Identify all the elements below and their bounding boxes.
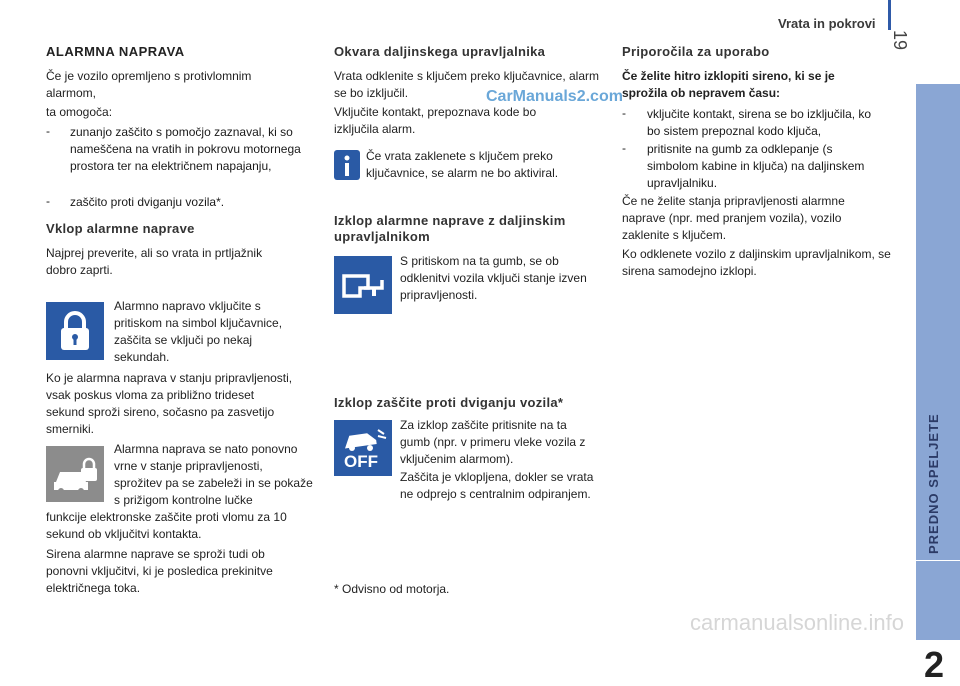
heading-izklop: Izklop alarmne naprave z daljinskim upravljalnikom: [334, 213, 566, 244]
info-note: Če vrata zaklenete s ključem preko ključavnice, se alarm ne bo aktiviral.: [366, 149, 559, 180]
header-accent-bar: [888, 0, 891, 30]
paragraph: Alarmna naprava se nato ponovno vrne v stanje pripravljenosti, sprožitev pa se zabeleži in se pokaže s prižigom kontrolne lučke: [114, 442, 313, 507]
intro-text: Če je vozilo opremljeno s protivlomnim alarmom,: [46, 69, 252, 100]
paragraph: Sirena alarmne naprave se sproži tudi ob ponovni vključitvi, ki je posledica prekinitve električnega toka.: [46, 547, 273, 595]
paragraph: Ko je alarmna naprava v stanju pripravljenosti, vsak poskus vloma za približno trideset sekund sproži sireno, sočasno pa zasvetijo smerniki.: [46, 371, 293, 436]
bullet-dash: -: [46, 124, 50, 138]
heading-okvara: Okvara daljinskega upravljalnika: [334, 44, 546, 59]
paragraph: funkcije elektronske zaščite proti vlomu za 10 sekund ob vključitvi kontakta.: [46, 510, 287, 541]
info-icon: [334, 148, 360, 182]
tilt-sensor-off-icon: [334, 420, 392, 476]
intro-text-2: ta omogoča:: [46, 105, 113, 119]
paragraph: Vrata odklenite s ključem preko ključavnice, alarm se bo izključil.: [334, 69, 600, 100]
list-item: vključite kontakt, sirena se bo izključila, ko bo sistem prepoznal kodo ključa,: [647, 107, 872, 138]
watermark-top: CarManuals2.com: [486, 88, 623, 105]
paragraph: Alarmno napravo vključite s pritiskom na simbol ključavnice, zaščita se vključi po nekaj sekundah.: [114, 299, 283, 364]
sidebar-divider: [916, 560, 960, 561]
heading-vklop: Vklop alarmne naprave: [46, 221, 195, 236]
paragraph: Če ne želite stanja pripravljenosti alarmne naprave (npr. med pranjem vozila), vozilo zaklenite s ključem.: [622, 194, 845, 242]
list-item: zunanjo zaščito s pomočjo zaznaval, ki so nameščena na vratih in pokrovu motornega prostora ter na električnem napajanju,: [70, 125, 301, 173]
bullet-dash: -: [622, 106, 626, 120]
heading-priporocila: Priporočila za uporabo: [622, 44, 770, 59]
list-item: pritisnite na gumb za odklepanje (s simbolom kabine in ključa) na daljinskem upravljalniku.: [647, 142, 865, 190]
paragraph: Najprej preverite, ali so vrata in prtljažnik dobro zaprti.: [46, 246, 263, 277]
bullet-dash: -: [622, 141, 626, 155]
chapter-number: 2: [924, 644, 945, 685]
paragraph: Ko odklenete vozilo z daljinskim upravljalnikom, se sirena samodejno izklopi.: [622, 247, 891, 278]
chapter-sidebar: [916, 84, 960, 685]
page-number: 19: [890, 30, 910, 51]
paragraph: Za izklop zaščite pritisnite na ta gumb (npr. v primeru vleke vozila z vključenim alarmom).: [400, 418, 586, 466]
off-label: OFF: [344, 452, 378, 471]
watermark-bottom: carmanualsonline.info: [690, 610, 905, 635]
heading-dvig: Izklop zaščite proti dviganju vozila*: [334, 395, 564, 410]
car-lock-warning-icon: [46, 446, 104, 502]
section-title-alarm: ALARMNA NAPRAVA: [46, 44, 185, 59]
subheading: Če želite hitro izklopiti sireno, ki se je sprožila ob nepravem času:: [622, 69, 835, 100]
running-header: Vrata in pokrovi: [778, 16, 876, 31]
unlock-remote-icon: [334, 256, 392, 314]
lock-icon: [46, 302, 104, 360]
chapter-label: PREDNO SPELJETE: [926, 413, 941, 554]
paragraph: Vključite kontakt, prepoznava kode bo izključila alarm.: [334, 105, 537, 136]
list-item: zaščito proti dviganju vozila*.: [70, 195, 225, 209]
paragraph: Zaščita je vklopljena, dokler se vrata ne odprejo s centralnim odpiranjem.: [400, 470, 594, 501]
footnote: * Odvisno od motorja.: [334, 582, 450, 596]
paragraph: S pritiskom na ta gumb, se ob odklenitvi vozila vključi stanje izven pripravljenosti.: [400, 254, 587, 302]
bullet-dash: -: [46, 194, 50, 208]
